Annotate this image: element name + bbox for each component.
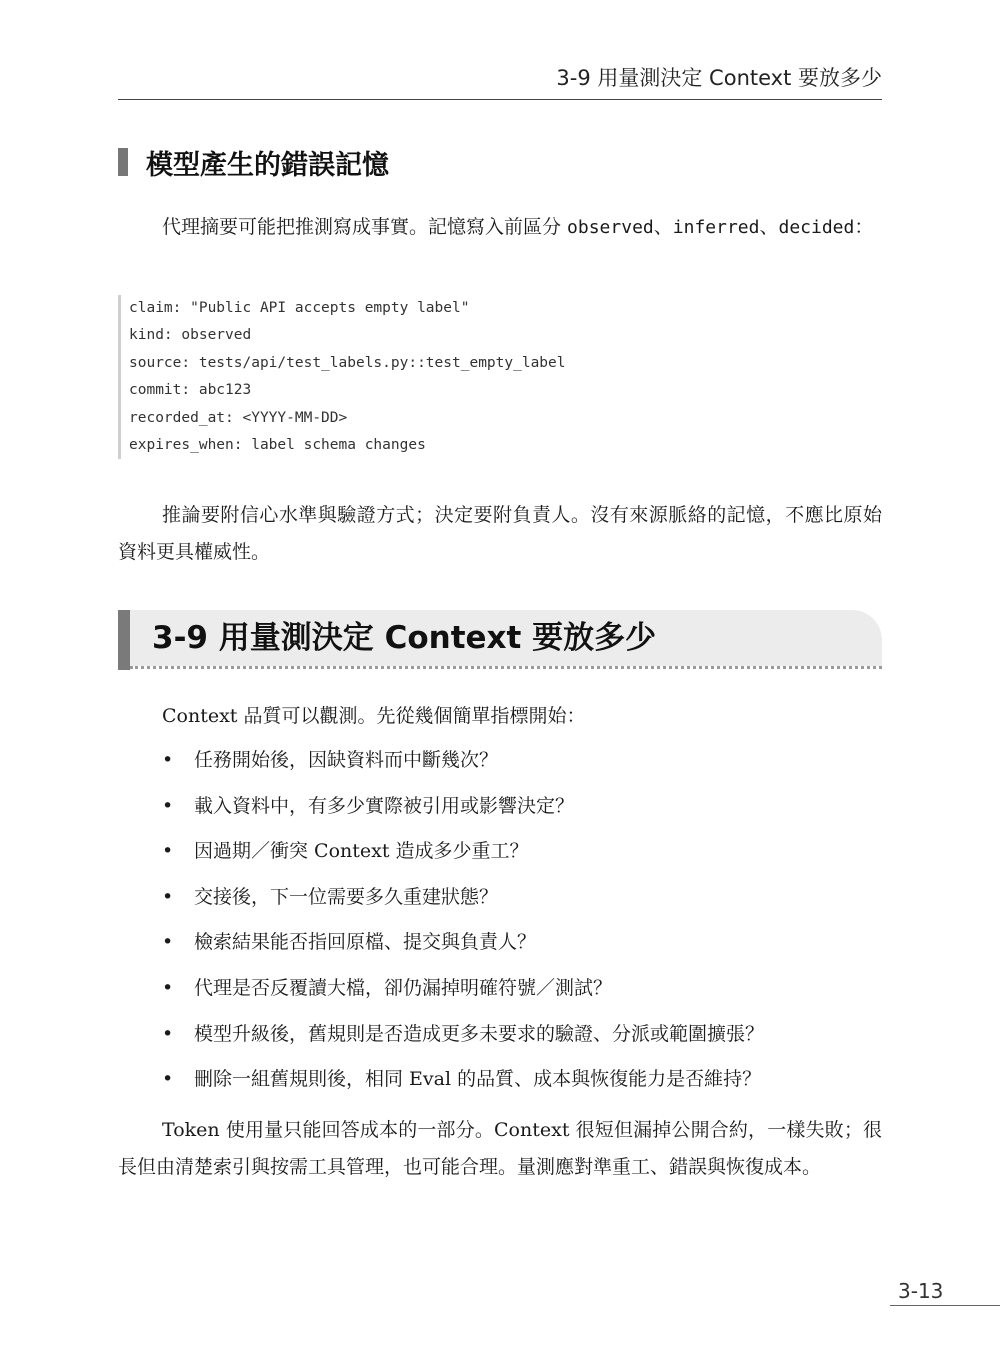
bullet-icon: • xyxy=(162,794,174,817)
list-item-text: 刪除一組舊規則後，相同 Eval 的品質、成本與恢復能力是否維持？ xyxy=(194,1068,762,1091)
paragraph-text: 代理摘要可能把推測寫成事實。記憶寫入前區分 xyxy=(162,216,568,238)
bullet-icon: • xyxy=(162,1022,174,1045)
footer-rule xyxy=(890,1305,1000,1306)
code-block xyxy=(118,295,829,459)
section-accent-bar xyxy=(118,610,130,670)
section-intro: Context 品質可以觀測。先從幾個簡單指標開始： xyxy=(162,705,586,727)
list-item-text: 因過期／衝突 Context 造成多少重工？ xyxy=(194,840,529,863)
list-item-text: 檢索結果能否指回原檔、提交與負責人？ xyxy=(194,931,537,954)
section-heading xyxy=(118,610,882,668)
list-item-text: 交接後，下一位需要多久重建狀態？ xyxy=(194,885,499,908)
bullet-icon: • xyxy=(162,749,174,771)
code-line: recorded_at: <YYYY-MM-DD> xyxy=(129,409,348,426)
code-line: claim: "Public API accepts empty label" xyxy=(129,300,470,316)
paragraph-end: ： xyxy=(854,216,874,238)
paragraph-memory-intro xyxy=(118,209,882,246)
bullet-icon: • xyxy=(162,840,174,863)
header-rule xyxy=(118,99,882,100)
metrics-list xyxy=(162,742,764,1107)
code-line: kind: observed xyxy=(129,327,252,344)
bullet-icon: • xyxy=(162,931,174,954)
page-number: 3-13 xyxy=(898,1279,944,1303)
separator: 、 xyxy=(759,216,779,238)
list-item xyxy=(162,1061,764,1107)
separator: 、 xyxy=(653,216,673,238)
inline-code-decided: decided xyxy=(778,217,855,238)
code-line: expires_when: label schema changes xyxy=(129,436,426,453)
section-title: 3-9 用量測決定 Context 要放多少 xyxy=(152,620,657,656)
paragraph-memory-rules: 推論要附信心水準與驗證方式；決定要附負責人。沒有來源脈絡的記憶，不應比原始資料更具權威性。 xyxy=(118,504,882,563)
list-item xyxy=(162,970,764,1016)
running-header: 3-9 用量測決定 Context 要放多少 xyxy=(556,66,882,90)
subsection-heading xyxy=(118,145,389,179)
subsection-title: 模型產生的錯誤記憶 xyxy=(146,149,389,181)
paragraph-token-usage: Token 使用量只能回答成本的一部分。Context 很短但漏掉公開合約，一樣失敗；很長但由清楚索引與按需工具管理，也可能合理。量測應對準重工、錯誤與恢復成本。 xyxy=(118,1119,882,1178)
list-item-text: 模型升級後，舊規則是否造成更多未要求的驗證、分派或範圍擴張？ xyxy=(194,1022,765,1045)
section-dotted-rule xyxy=(130,666,882,669)
list-item xyxy=(162,1016,764,1062)
list-item xyxy=(162,742,764,788)
list-item xyxy=(162,879,764,925)
bullet-icon: • xyxy=(162,885,174,908)
code-line: source: tests/api/test_labels.py::test_empty_label xyxy=(129,354,566,371)
bullet-icon: • xyxy=(162,976,174,999)
list-item xyxy=(162,833,764,879)
heading-bar xyxy=(118,148,128,176)
list-item-text: 載入資料中，有多少實際被引用或影響決定？ xyxy=(194,794,575,817)
list-item-text: 代理是否反覆讀大檔，卻仍漏掉明確符號／測試？ xyxy=(194,976,613,999)
bullet-icon: • xyxy=(162,1068,174,1091)
list-item xyxy=(162,788,764,834)
code-line: commit: abc123 xyxy=(129,382,252,399)
list-item xyxy=(162,924,764,970)
list-item-text: 任務開始後，因缺資料而中斷幾次？ xyxy=(194,749,499,771)
inline-code-observed: observed xyxy=(567,217,654,238)
inline-code-inferred: inferred xyxy=(672,217,760,238)
